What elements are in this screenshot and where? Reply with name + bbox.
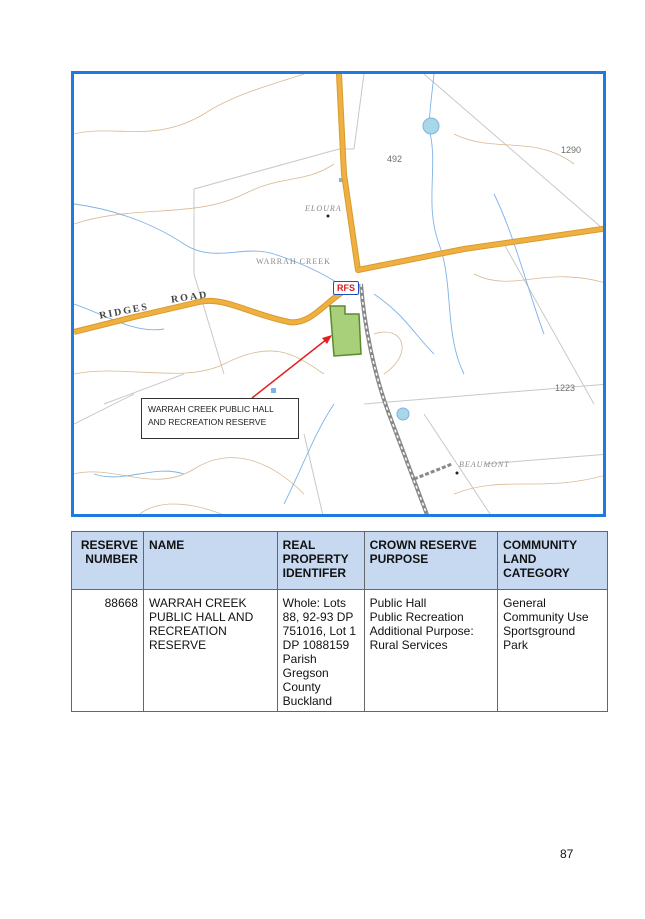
locality-label-warrah-creek: WARRAH CREEK — [256, 257, 331, 266]
road-label-ridges: RIDGES — [98, 301, 150, 322]
cell-category: General Community Use Sportsground Park — [498, 590, 608, 712]
cell-purpose: Public Hall Public Recreation Additional Purpose: Rural Services — [364, 590, 498, 712]
dam-icon — [423, 118, 439, 134]
page-number: 87 — [560, 847, 574, 861]
column-header-reserve-number: RESERVE NUMBER — [72, 532, 144, 590]
creek-lines — [74, 74, 544, 504]
locality-label-beaumont: BEAUMONT — [459, 460, 510, 469]
table-header-row — [72, 532, 608, 590]
reserve-callout-box: WARRAH CREEK PUBLIC HALL AND RECREATION RESERVE — [141, 398, 299, 439]
railway-line — [361, 284, 429, 517]
locality-label-eloura: ELOURA — [305, 204, 342, 213]
cell-name: WARRAH CREEK PUBLIC HALL AND RECREATION RESERVE — [143, 590, 277, 712]
table-row — [72, 590, 608, 712]
lot-number-label: 1290 — [561, 145, 582, 155]
lot-number-label: 492 — [387, 154, 403, 164]
column-header-property-identifier: REAL PROPERTY IDENTIFER — [277, 532, 364, 590]
rfs-station-badge: RFS — [333, 281, 359, 295]
rail-spur — [414, 464, 452, 479]
map-graphic — [74, 74, 606, 517]
column-header-name: NAME — [143, 532, 277, 590]
column-header-category: COMMUNITY LAND CATEGORY — [498, 532, 608, 590]
reserve-parcel — [330, 306, 361, 356]
cell-reserve-number: 88668 — [72, 590, 144, 712]
road-label-road: ROAD — [170, 289, 210, 306]
column-header-purpose: CROWN RESERVE PURPOSE — [364, 532, 498, 590]
locality-dot — [456, 472, 459, 475]
location-map — [71, 71, 606, 517]
reserve-table — [71, 531, 608, 712]
lot-number-label: 1223 — [555, 383, 576, 393]
building-icon — [271, 388, 276, 393]
locality-dot — [327, 215, 330, 218]
dam-icon — [397, 408, 409, 420]
cell-property-identifier: Whole: Lots 88, 92-93 DP 751016, Lot 1 DP 1088159 Parish Gregson County Buckland — [277, 590, 364, 712]
